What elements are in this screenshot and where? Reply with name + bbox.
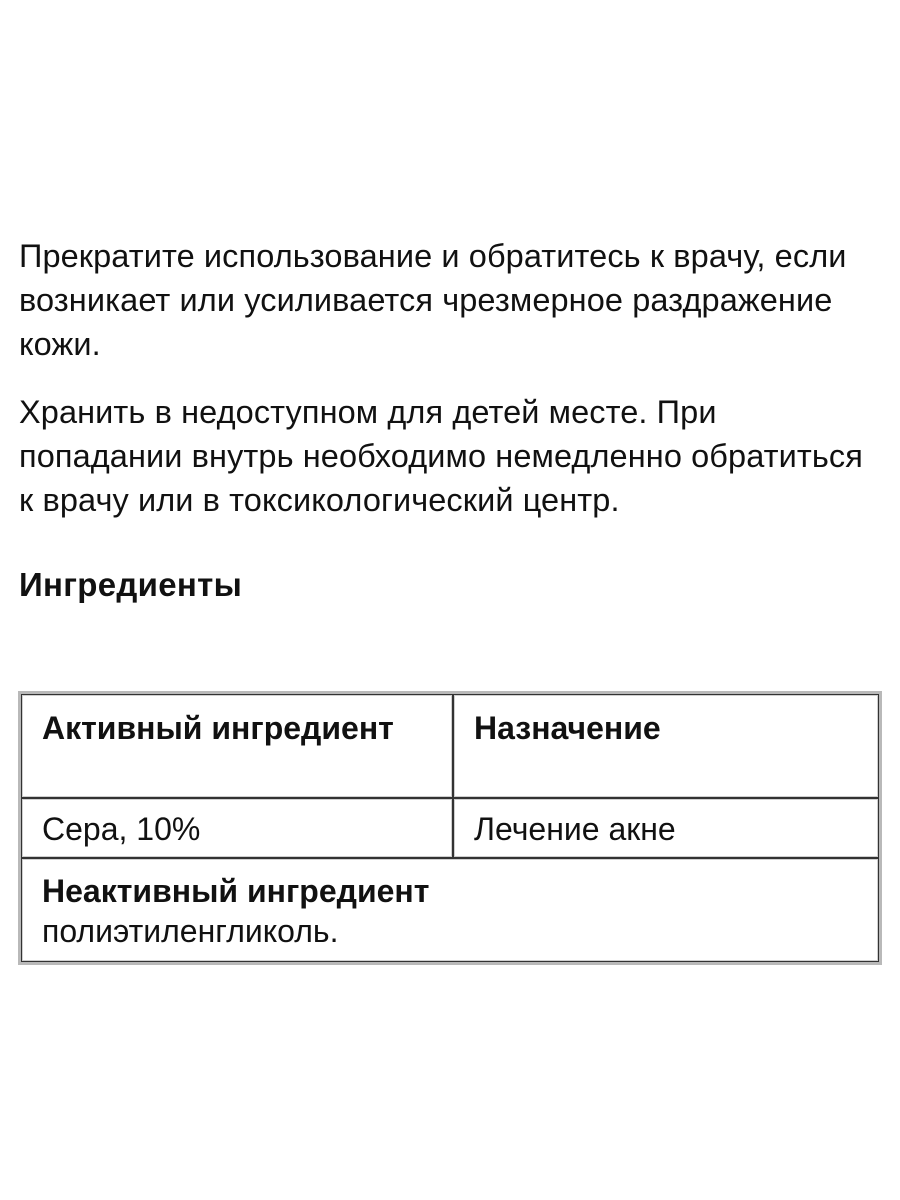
ingredients-heading: Ингредиенты (19, 566, 243, 603)
inactive-ingredient-label: Неактивный ингредиент (42, 873, 430, 909)
table-header-row (21, 694, 879, 798)
inactive-ingredient-cell (21, 858, 879, 962)
inactive-ingredient-row (21, 858, 879, 962)
warning-paragraph-children: Хранить в недоступном для детей месте. При попадании внутрь необходимо немедленно обратиться к врачу или в токсикологический центр. (19, 394, 863, 518)
active-ingredient-value: Сера, 10% (21, 798, 453, 858)
purpose-value: Лечение акне (453, 798, 879, 858)
warning-paragraph-stop-use: Прекратите использование и обратитесь к врачу, если возникает или усиливается чрезмерное раздражение кожи. (19, 238, 847, 362)
inactive-ingredient-value: полиэтиленгликоль. (42, 913, 339, 949)
table-row (21, 798, 879, 858)
header-purpose: Назначение (453, 694, 879, 798)
header-active-ingredient: Активный ингредиент (21, 694, 453, 798)
ingredients-table (18, 691, 882, 965)
product-info-section (19, 234, 885, 607)
